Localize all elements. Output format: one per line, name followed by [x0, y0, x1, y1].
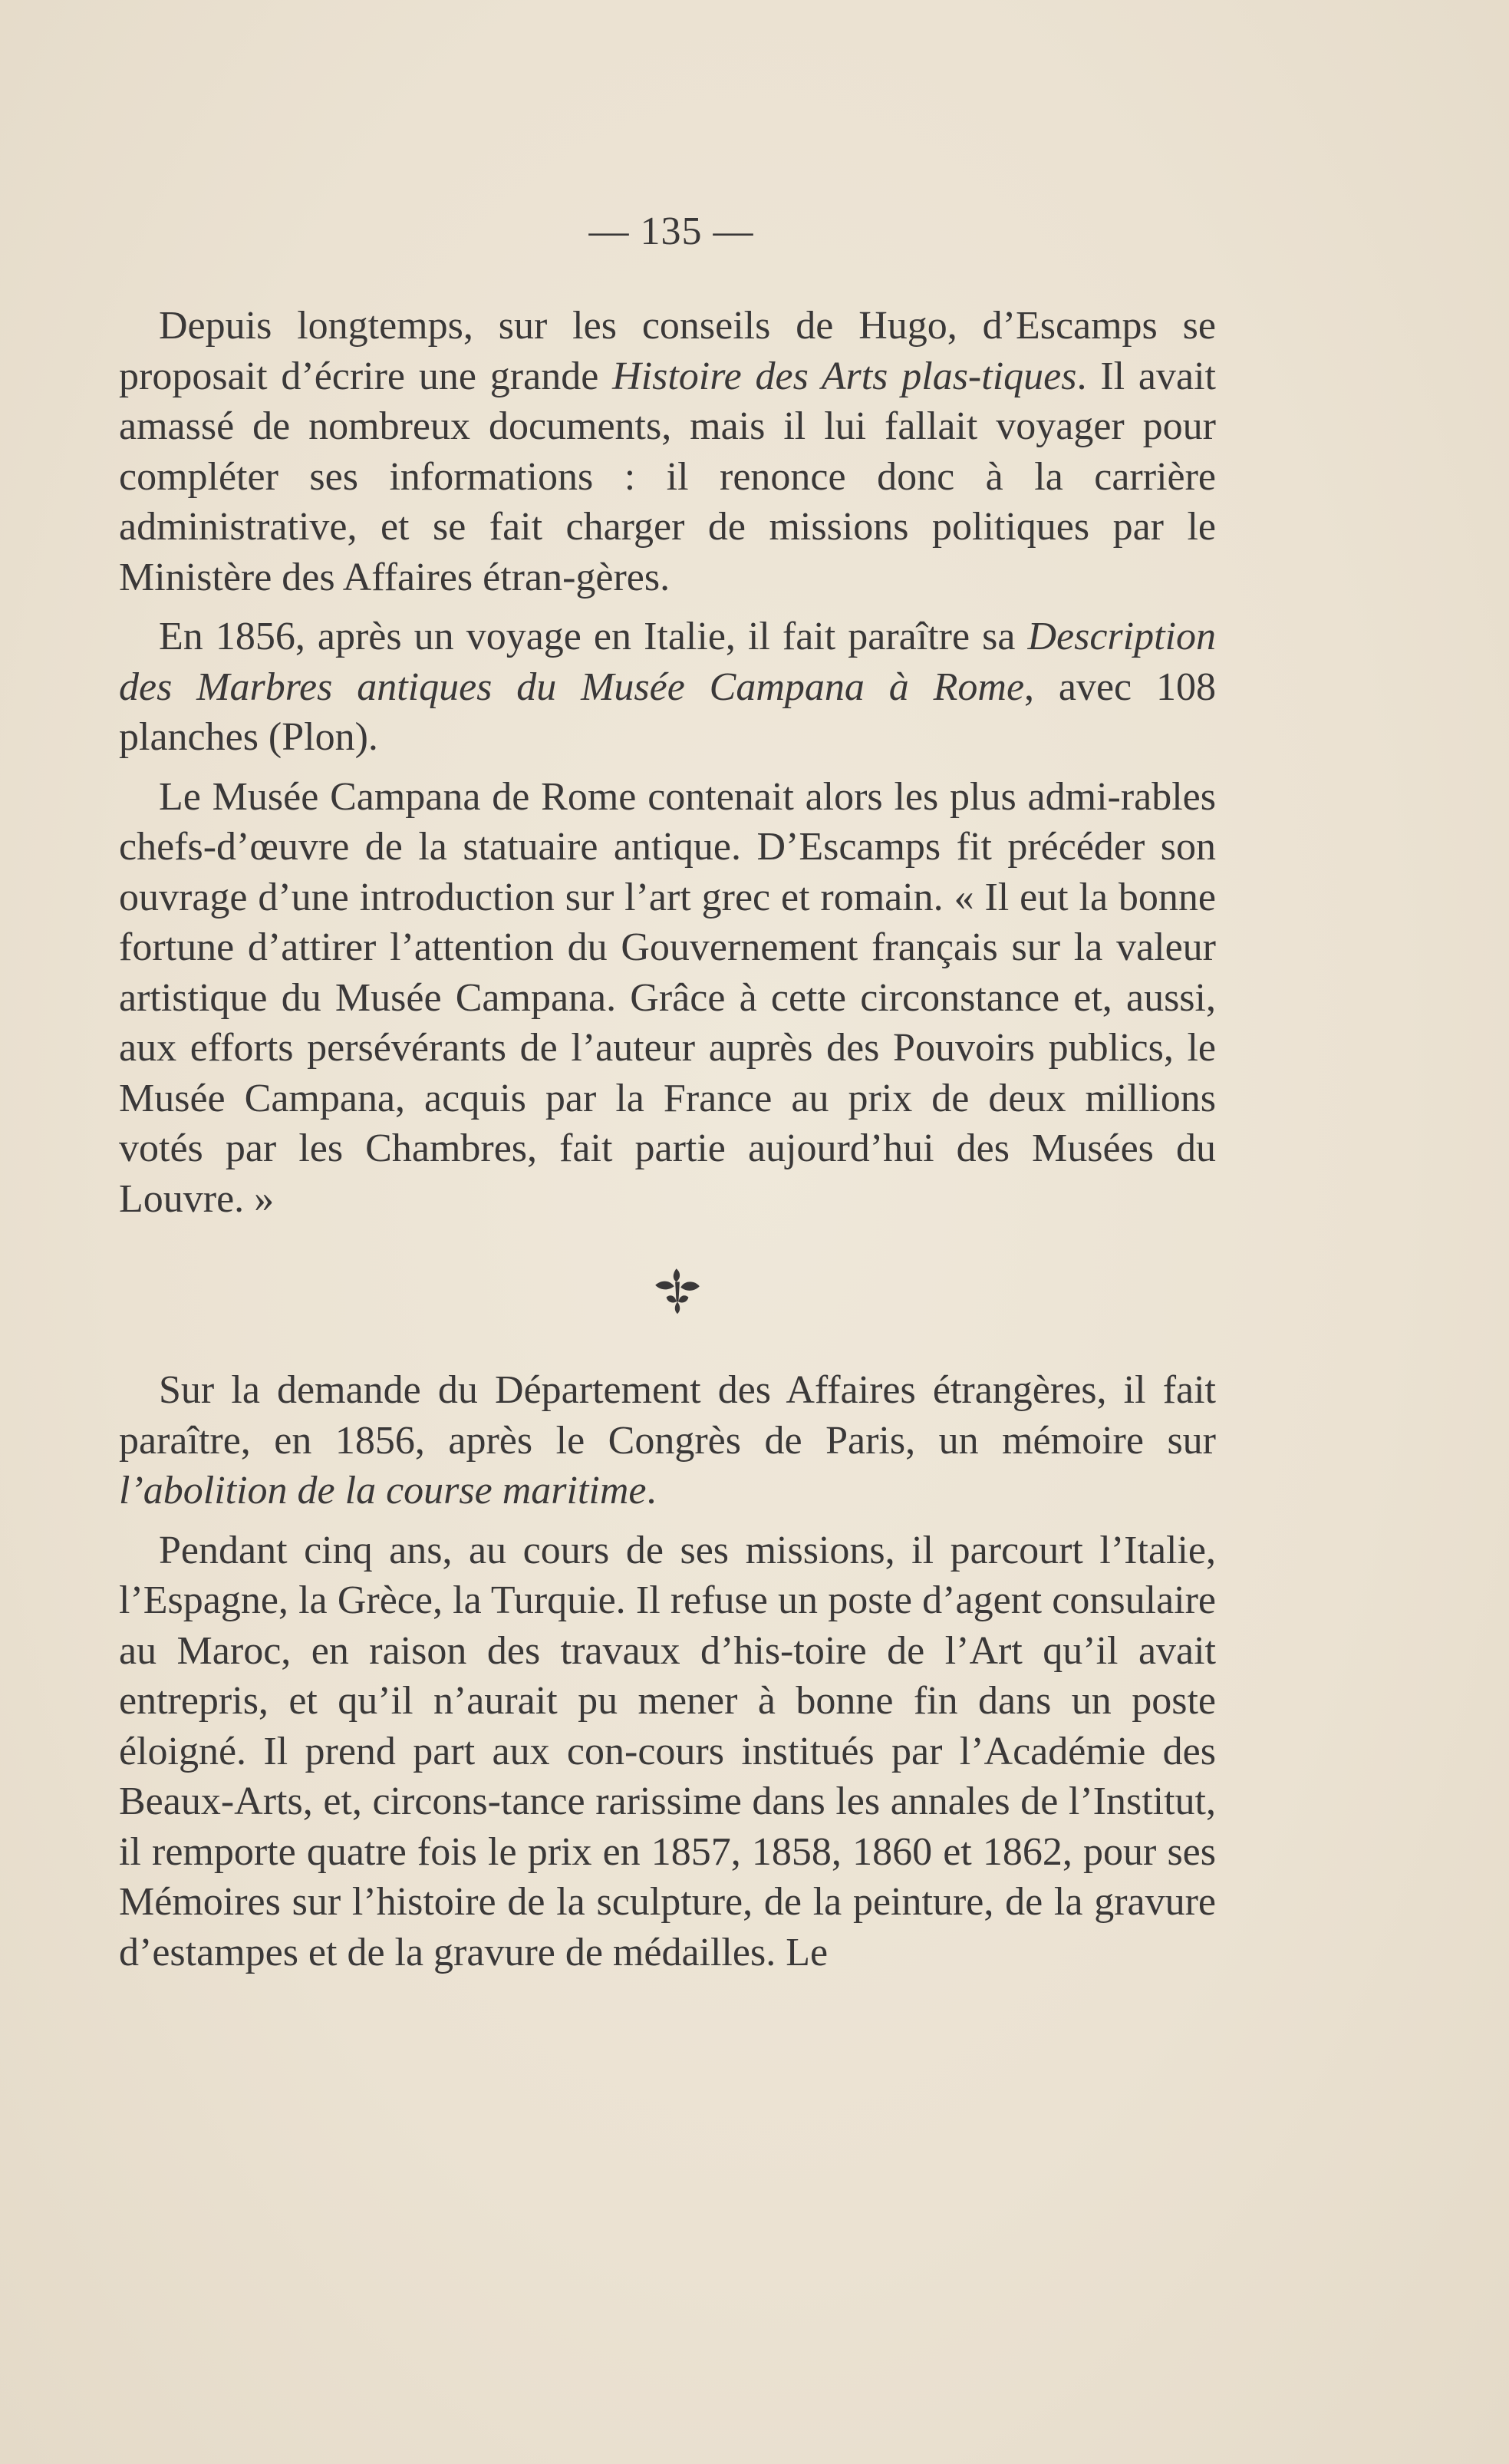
italic-title: l’abolition de la course maritime: [119, 1469, 647, 1512]
page-number: — 135 —: [588, 209, 754, 253]
paragraph: [119, 301, 1216, 602]
italic-title: Description des Marbres antiques du Musée Campana à Rome: [119, 615, 1216, 709]
paragraph: [119, 1365, 1216, 1516]
paragraph: [119, 612, 1216, 763]
paragraph-text: Le Musée Campana de Rome contenait alors les plus admi-rables chefs-d’œuvre de la statuaire antique. D’Escamps fit précéder son ouvrage d’une introduction sur l’art grec et romain. « Il eut la bonne fortune d’attirer l’attention du Gouvernement français sur la valeur artistique du Musée Campana. Grâce à cette circonstance et, aussi, aux efforts persévérants de l’auteur auprès des Pouvoirs publics, le Musée Campana, acquis par la France au prix de deux millions votés par les Chambres, fait partie aujourd’hui des Musées du Louvre. »: [119, 774, 1216, 1221]
paragraph-text: .: [646, 1469, 657, 1512]
paragraph-text: . Il avait amassé de nombreux documents, mais il lui fallait voyager pour compléter ses informations : il renonce donc à la carrière administrative, et se fait charger de missions politiques par le Ministère des Affaires étran-gères.: [119, 354, 1216, 599]
paragraph: [119, 1526, 1216, 1978]
page-body: [119, 201, 1216, 1987]
paragraph: [119, 772, 1216, 1225]
fleuron-ornament: [119, 1233, 1216, 1348]
paragraph-text: Depuis longtemps, sur les conseils de Hugo, d’Escamps se proposait d’écrire une grande: [119, 304, 1216, 398]
paragraph-text: Pendant cinq ans, au cours de ses missions, il parcourt l’Italie, l’Espagne, la Grèce, la Turquie. Il refuse un poste d’agent consulaire au Maroc, en raison des travaux d’his-toire de l’Art qu’il avait entrepris, et qu’il n’aurait pu mener à bonne fin dans un poste éloigné. Il prend part aux con-cours institués par l’Académie des Beaux-Arts, et, circons-tance rarissime dans les annales de l’Institut, il remporte quatre fois le prix en 1857, 1858, 1860 et 1862, pour ses Mémoires sur l’histoire de la sculpture, de la peinture, de la gravure d’estampes et de la gravure de médailles. Le: [119, 1528, 1216, 1974]
paragraph-text: , avec 108 planches (Plon).: [119, 665, 1216, 759]
text-block-bottom: [119, 1365, 1216, 1977]
text-block-top: [119, 301, 1216, 1224]
paragraph-text: En 1856, après un voyage en Italie, il fait paraître sa: [159, 615, 1028, 658]
italic-title: Histoire des Arts plas-tiques: [612, 354, 1077, 398]
paragraph-text: Sur la demande du Département des Affaires étrangères, il fait paraître, en 1856, après le Congrès de Paris, un mémoire sur: [119, 1368, 1216, 1463]
fleuron-icon: [650, 1263, 705, 1318]
